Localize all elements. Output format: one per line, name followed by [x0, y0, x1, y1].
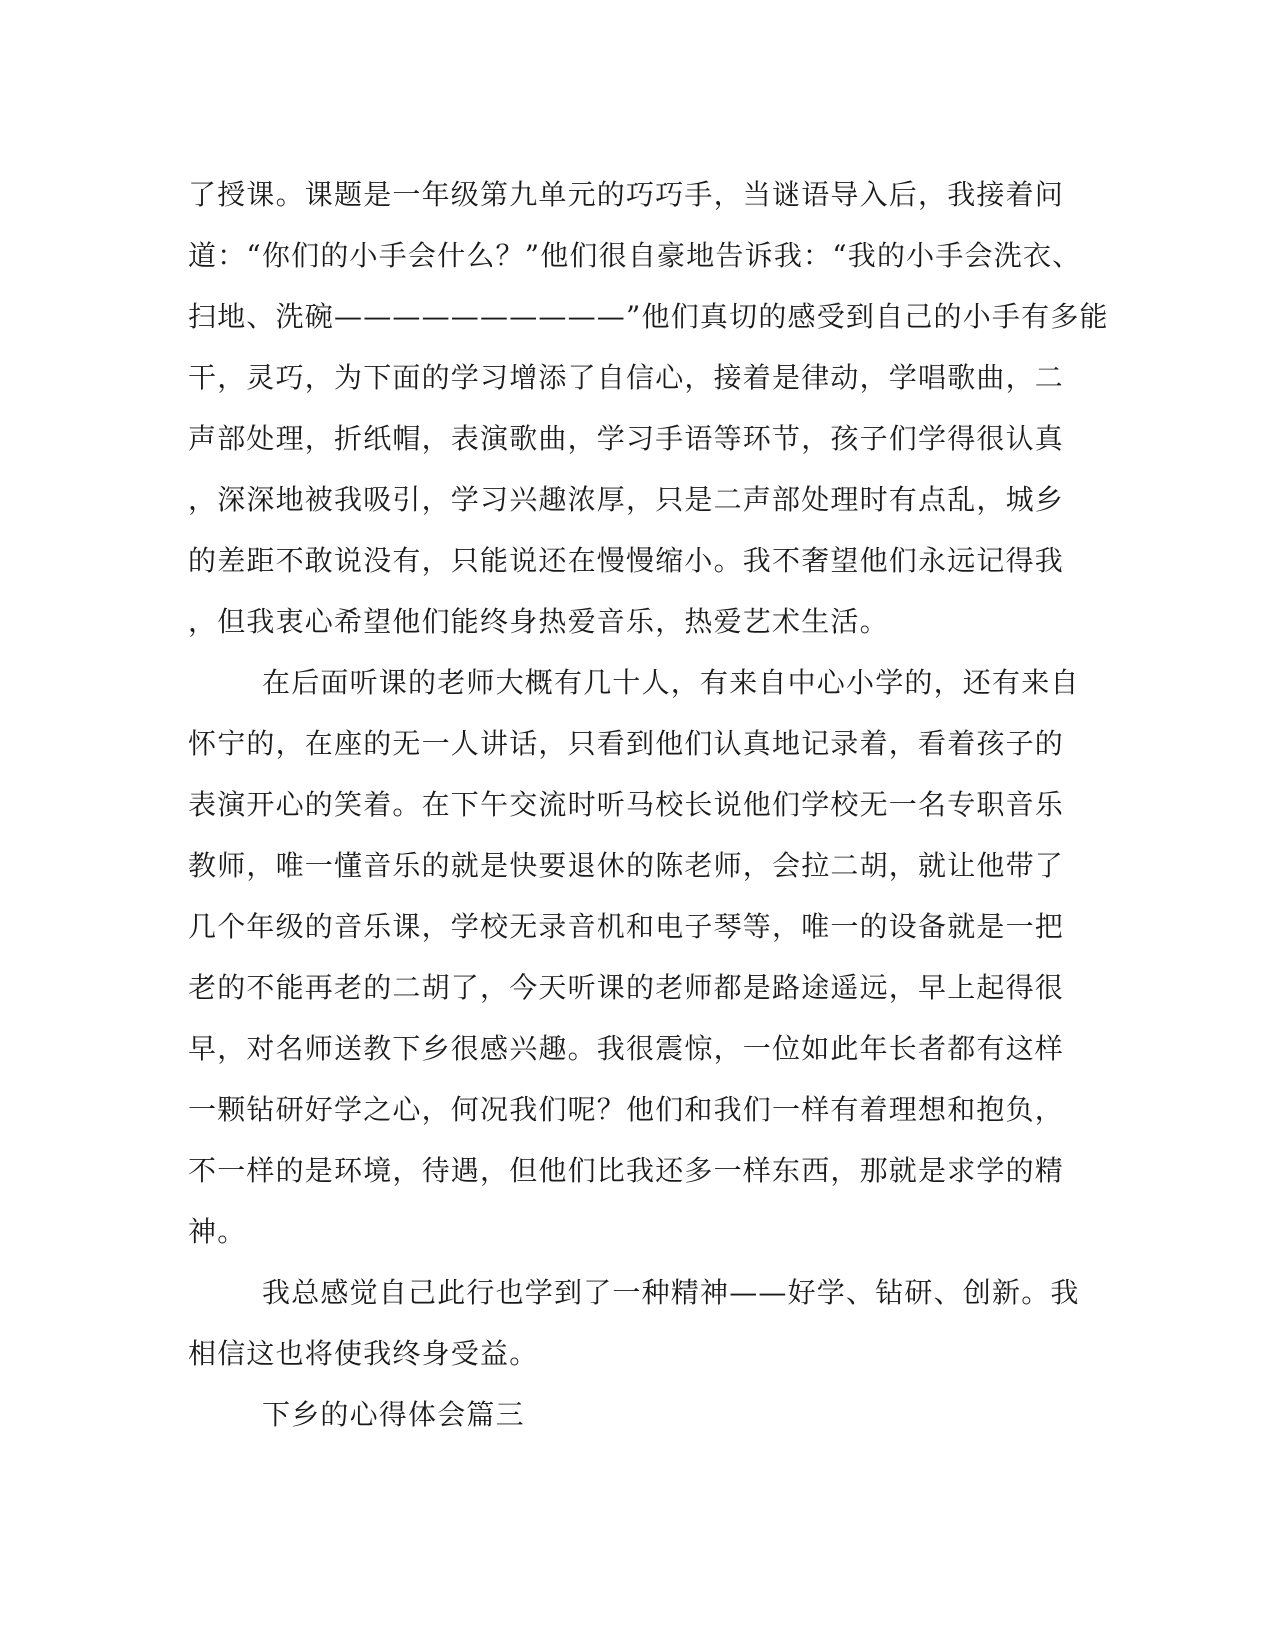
paragraph	[188, 1262, 1080, 1384]
paragraph	[188, 652, 1080, 1262]
text-line: 怀宁的，在座的无一人讲话，只看到他们认真地记录着，看着孩子的	[188, 727, 1065, 760]
text-line: 不一样的是环境，待遇，但他们比我还多一样东西，那就是求学的精	[188, 1154, 1065, 1187]
text-line: ，深深地被我吸引，学习兴趣浓厚，只是二声部处理时有点乱，城乡	[188, 483, 1065, 516]
text-line: 的差距不敢说没有，只能说还在慢慢缩小。我不奢望他们永远记得我	[188, 544, 1065, 577]
text-line: 道：“你们的小手会什么？”他们很自豪地告诉我：“我的小手会洗衣、	[188, 239, 1082, 272]
section-heading	[188, 1384, 1068, 1445]
text-line: 一颗钻研好学之心，何况我们呢？他们和我们一样有着理想和抱负，	[188, 1093, 1065, 1126]
text-line: 早，对名师送教下乡很感兴趣。我很震惊，一位如此年长者都有这样	[188, 1032, 1065, 1065]
text-line: 几个年级的音乐课，学校无录音机和电子琴等，唯一的设备就是一把	[188, 910, 1065, 943]
text-line: 在后面听课的老师大概有几十人，有来自中心小学的，还有来自	[262, 666, 1080, 699]
text-line: 扫地、洗碗——————————”他们真切的感受到自己的小手有多能	[188, 300, 1109, 333]
text-line: 老的不能再老的二胡了，今天听课的老师都是路途遥远，早上起得很	[188, 971, 1065, 1004]
text-line: 声部处理，折纸帽，表演歌曲，学习手语等环节，孩子们学得很认真	[188, 422, 1065, 455]
text-line: 相信这也将使我终身受益。	[188, 1337, 539, 1370]
text-line: 我总感觉自己此行也学到了一种精神——好学、钻研、创新。我	[262, 1276, 1080, 1309]
document-body	[188, 164, 1109, 1445]
text-line: ，但我衷心希望他们能终身热爱音乐，热爱艺术生活。	[188, 605, 889, 638]
text-line: 干，灵巧，为下面的学习增添了自信心，接着是律动，学唱歌曲，二	[188, 361, 1065, 394]
text-line: 表演开心的笑着。在下午交流时听马校长说他们学校无一名专职音乐	[188, 788, 1065, 821]
text-line: 了授课。课题是一年级第九单元的巧巧手，当谜语导入后，我接着问	[188, 178, 1065, 211]
heading-text: 下乡的心得体会篇三	[262, 1398, 525, 1431]
text-line: 教师，唯一懂音乐的就是快要退休的陈老师，会拉二胡，就让他带了	[188, 849, 1065, 882]
text-line: 神。	[188, 1215, 247, 1248]
paragraph	[188, 164, 1109, 652]
